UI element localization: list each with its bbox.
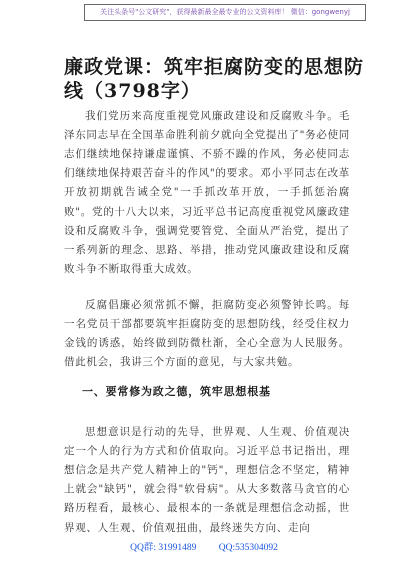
body-paragraph: 我们党历来高度重视党风廉政建设和反腐败斗争。毛泽东同志早在全国革命胜利前夕就向全党提出了"务必使同志们继续地保持谦虚谨慎、不骄不躁的作风，务必使同志们继续地保持艰苦奋斗的作风"的要求。邓小平同志在改革开放初期就告诫全党"一手抓改革开放，一手抓惩治腐败"。党的十八大以来，习近平总书记高度重视党风廉政建设和反腐败斗争，强调党要管党、全面从严治党，提出了一系列新的理念、思路、举措，推动党风廉政建设和反腐败斗争不断取得重大成效。 xyxy=(64,109,350,276)
footer-qq-group: QQ群: 31991489 xyxy=(130,543,197,553)
page-title: 廉政党课：筑牢拒腐防变的思想防线（3798字） xyxy=(64,56,365,102)
section-paragraph: 思想意识是行动的先导，世界观、人生观、价值观决定一个人的行为方式和价值取向。习近平总书记指出，理想信念是共产党人精神上的"钙"，理想信念不坚定，精神上就会"缺钙"，就会得"软骨病"。从大多数落马贪官的心路历程看，最核心、最根本的一条就是理想信念动摇，世界观、人生观、价值观扭曲，最终迷失方向、走向 xyxy=(64,425,350,534)
body-paragraph: 反腐倡廉必须常抓不懈，拒腐防变必须警钟长鸣。每一名党员干部都要筑牢拒腐防变的思想防线，经受住权力金钱的诱惑，始终做到防微杜渐，全心全意为人民服务。借此机会，我讲三个方面的意见，与大家共勉。 xyxy=(64,298,350,369)
footer-qq: QQ:535304092 xyxy=(218,543,278,553)
section-heading: 一、要常修为政之德，筑牢思想根基 xyxy=(82,385,271,398)
footer xyxy=(0,539,408,553)
header-banner: 关注头条号"公文研究"，获得最新最全最专业的公文资料库！ 微信：gongwenyj xyxy=(84,4,366,21)
